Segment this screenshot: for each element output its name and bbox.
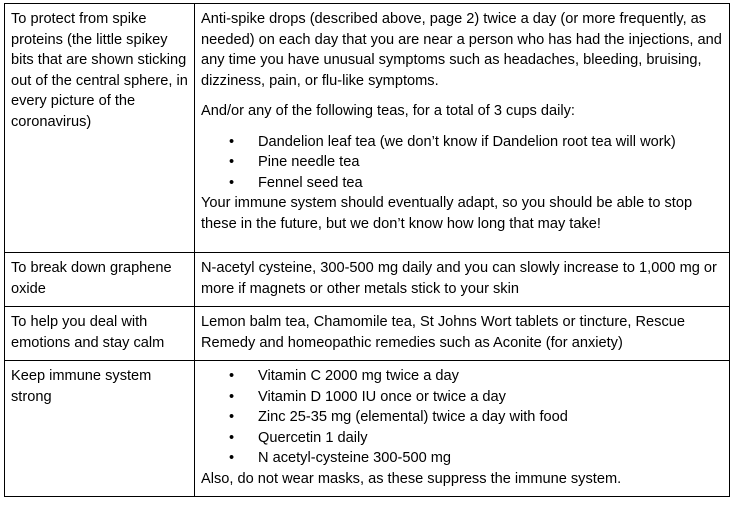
- list-item: [201, 428, 723, 449]
- list-item-text: Zinc 25-35 mg (elemental) twice a day with food: [258, 409, 568, 425]
- purpose-cell: Keep immune system strong: [5, 361, 195, 497]
- paragraph: Your immune system should eventually adapt, so you should be able to stop these in the future, but we don’t know how long that may take!: [201, 195, 693, 232]
- list-item-text: N acetyl-cysteine 300-500 mg: [258, 450, 452, 466]
- list-item: [201, 132, 723, 153]
- table-row: [5, 307, 730, 361]
- table-row: [5, 4, 730, 253]
- table-row: [5, 253, 730, 307]
- purpose-cell: To break down graphene oxide: [5, 253, 195, 307]
- remedy-cell: [195, 4, 730, 253]
- bullet-icon: •: [229, 368, 235, 384]
- list-item-text: Dandelion leaf tea (we don’t know if Dandelion root tea will work): [258, 133, 676, 150]
- protocol-table: [4, 3, 730, 497]
- list-item: [201, 407, 723, 428]
- bullet-icon: •: [229, 133, 235, 150]
- bullet-icon: •: [229, 174, 235, 191]
- remedy-cell: N-acetyl cysteine, 300-500 mg daily and you can slowly increase to 1,000 mg or more if magnets or other metals stick to your skin: [195, 253, 730, 307]
- list-item: [201, 366, 723, 387]
- purpose-cell: To protect from spike proteins (the little spikey bits that are shown sticking out of the central sphere, in every picture of the coronavirus): [5, 4, 195, 253]
- remedy-cell: [195, 361, 730, 497]
- paragraph: And/or any of the following teas, for a total of 3 cups daily:: [201, 103, 575, 119]
- list-item-text: Fennel seed tea: [258, 174, 363, 191]
- list-item-text: Pine needle tea: [258, 154, 360, 170]
- remedy-cell: Lemon balm tea, Chamomile tea, St Johns Wort tablets or tincture, Rescue Remedy and homeopathic remedies such as Aconite (for anxiety): [195, 307, 730, 361]
- list-item: [201, 387, 723, 408]
- paragraph: Anti-spike drops (described above, page 2) twice a day (or more frequently, as needed) on each day that you are near a person who has had the injections, and any time you have unusual symptoms such as headaches, bleeding, bruising, dizziness, pain, or flu-like symptoms.: [201, 11, 722, 89]
- bullet-icon: •: [229, 409, 235, 425]
- list-item-text: Quercetin 1 daily: [258, 429, 368, 446]
- table-row: [5, 361, 730, 497]
- list-item-text: Vitamin C 2000 mg twice a day: [258, 368, 459, 384]
- bullet-icon: •: [229, 450, 235, 466]
- bullet-icon: •: [229, 154, 235, 170]
- list-item: [201, 448, 723, 469]
- paragraph: Also, do not wear masks, as these suppress the immune system.: [201, 470, 622, 487]
- bullet-list: [201, 366, 723, 469]
- purpose-cell: To help you deal with emotions and stay calm: [5, 307, 195, 361]
- bullet-icon: •: [229, 388, 235, 405]
- list-item: [201, 173, 723, 194]
- list-item-text: Vitamin D 1000 IU once or twice a day: [258, 388, 506, 405]
- bullet-icon: •: [229, 429, 235, 446]
- list-item: [201, 152, 723, 173]
- bullet-list: [201, 132, 723, 194]
